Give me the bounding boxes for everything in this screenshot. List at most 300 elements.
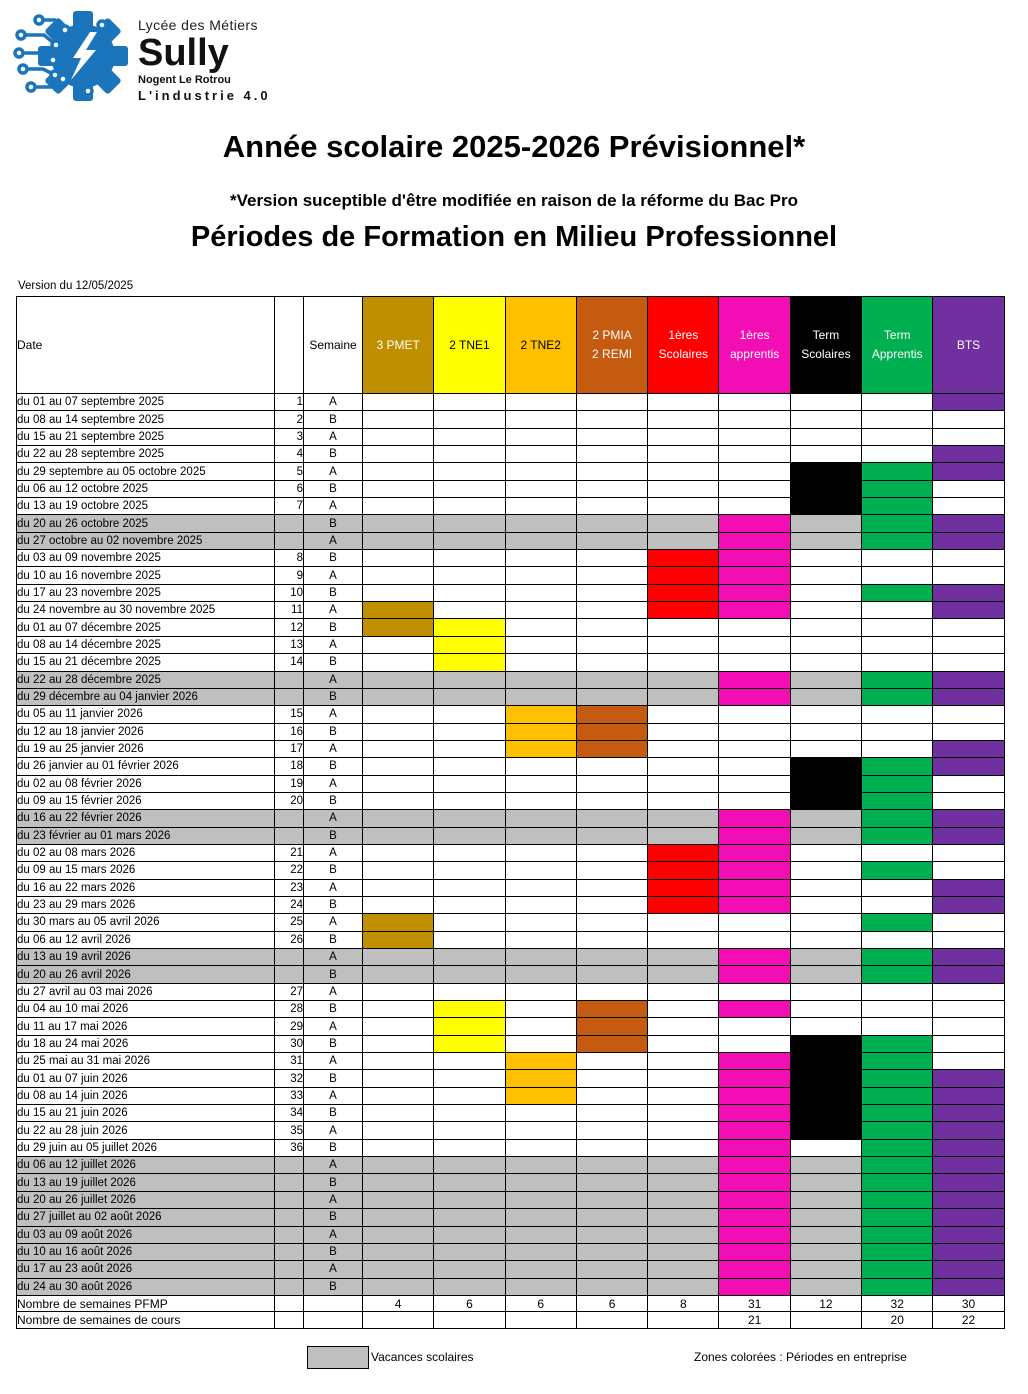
period-cell-2-tne1 [434, 1278, 505, 1295]
period-cell-1eres-scolaires [648, 671, 719, 688]
period-cell-3-pmet [363, 879, 434, 896]
period-cell-3-pmet [363, 723, 434, 740]
period-cell-2-pmia-2-remi [576, 411, 647, 428]
period-cell-bts [933, 966, 1004, 983]
period-cell-term-apprentis [862, 550, 933, 567]
period-cell-2-tne2 [505, 1018, 576, 1035]
week-row [17, 1278, 1005, 1295]
period-cell-1eres-apprentis [719, 671, 790, 688]
period-cell-2-pmia-2-remi [576, 550, 647, 567]
period-cell-2-tne1 [434, 1157, 505, 1174]
period-cell-2-pmia-2-remi [576, 1053, 647, 1070]
period-cell-term-apprentis [862, 1243, 933, 1260]
period-cell-1eres-apprentis [719, 862, 790, 879]
period-cell-bts [933, 619, 1004, 636]
period-cell-1eres-apprentis [719, 463, 790, 480]
period-cell-term-apprentis [862, 931, 933, 948]
date-cell: du 08 au 14 décembre 2025 [17, 636, 275, 653]
period-cell-term-apprentis [862, 723, 933, 740]
period-cell-2-pmia-2-remi [576, 844, 647, 861]
period-cell-2-tne1 [434, 827, 505, 844]
period-cell-2-tne2 [505, 896, 576, 913]
period-cell-2-pmia-2-remi [576, 446, 647, 463]
period-cell-bts [933, 792, 1004, 809]
period-cell-1eres-apprentis [719, 584, 790, 601]
period-cell-2-tne1 [434, 619, 505, 636]
period-cell-1eres-scolaires [648, 1087, 719, 1104]
week-row [17, 775, 1005, 792]
period-cell-2-pmia-2-remi [576, 706, 647, 723]
week-number-cell: 3 [275, 428, 304, 445]
period-cell-term-scolaires [790, 1174, 861, 1191]
period-cell-2-tne1 [434, 740, 505, 757]
date-cell: du 15 au 21 décembre 2025 [17, 654, 275, 671]
semaine-cell: B [304, 619, 363, 636]
period-cell-bts [933, 584, 1004, 601]
period-cell-1eres-scolaires [648, 463, 719, 480]
week-row [17, 498, 1005, 515]
period-cell-term-scolaires [790, 879, 861, 896]
date-cell: du 13 au 19 avril 2026 [17, 949, 275, 966]
period-cell-1eres-apprentis [719, 827, 790, 844]
period-cell-2-tne2 [505, 446, 576, 463]
col-header-line: 2 TNE2 [520, 337, 561, 352]
period-cell-1eres-apprentis [719, 1261, 790, 1278]
period-cell-2-tne1 [434, 1261, 505, 1278]
period-cell-term-apprentis [862, 1087, 933, 1104]
period-cell-term-apprentis [862, 498, 933, 515]
week-row [17, 1105, 1005, 1122]
date-cell: du 03 au 09 novembre 2025 [17, 550, 275, 567]
week-number-cell: 36 [275, 1139, 304, 1156]
page-subtitle: *Version suceptible d'être modifiée en raison de la réforme du Bac Pro [229, 191, 799, 210]
period-cell-2-pmia-2-remi [576, 896, 647, 913]
period-cell-term-scolaires [790, 914, 861, 931]
week-number-cell: 23 [275, 879, 304, 896]
week-number-cell [275, 515, 304, 532]
page-title: Année scolaire 2025-2026 Prévisionnel* [222, 129, 806, 164]
period-cell-2-pmia-2-remi [576, 1157, 647, 1174]
semaine-cell: A [304, 983, 363, 1000]
date-cell: du 08 au 14 juin 2026 [17, 1087, 275, 1104]
period-cell-term-scolaires [790, 532, 861, 549]
totals-row [17, 1312, 1005, 1329]
period-cell-term-apprentis [862, 792, 933, 809]
period-cell-3-pmet [363, 1105, 434, 1122]
period-cell-2-tne2 [505, 931, 576, 948]
period-cell-1eres-scolaires [648, 706, 719, 723]
period-cell-2-pmia-2-remi [576, 1035, 647, 1052]
period-cell-2-tne2 [505, 636, 576, 653]
totals-value-1eres-scolaires [648, 1312, 719, 1329]
period-cell-1eres-apprentis [719, 1001, 790, 1018]
date-cell: du 16 au 22 mars 2026 [17, 879, 275, 896]
period-cell-2-tne1 [434, 1018, 505, 1035]
totals-label-cell: Nombre de semaines PFMP [17, 1295, 275, 1312]
period-cell-2-tne2 [505, 758, 576, 775]
period-cell-2-tne1 [434, 931, 505, 948]
period-cell-bts [933, 862, 1004, 879]
period-cell-2-pmia-2-remi [576, 394, 647, 411]
col-header-term-scolaires [790, 297, 861, 394]
semaine-cell: B [304, 480, 363, 497]
period-cell-2-pmia-2-remi [576, 931, 647, 948]
semaine-cell: B [304, 1035, 363, 1052]
period-cell-2-pmia-2-remi [576, 1261, 647, 1278]
period-cell-2-pmia-2-remi [576, 688, 647, 705]
period-cell-term-scolaires [790, 896, 861, 913]
week-number-cell: 35 [275, 1122, 304, 1139]
period-cell-2-tne2 [505, 688, 576, 705]
period-cell-bts [933, 758, 1004, 775]
period-cell-2-pmia-2-remi [576, 758, 647, 775]
period-cell-term-apprentis [862, 1001, 933, 1018]
period-cell-term-apprentis [862, 844, 933, 861]
period-cell-term-scolaires [790, 1070, 861, 1087]
week-number-cell [275, 1191, 304, 1208]
col-header-2-pmia-2-remi [576, 297, 647, 394]
period-cell-2-tne1 [434, 446, 505, 463]
period-cell-2-pmia-2-remi [576, 1087, 647, 1104]
period-cell-3-pmet [363, 1226, 434, 1243]
period-cell-1eres-scolaires [648, 498, 719, 515]
period-cell-term-scolaires [790, 827, 861, 844]
period-cell-2-tne1 [434, 654, 505, 671]
period-cell-3-pmet [363, 931, 434, 948]
period-cell-1eres-apprentis [719, 966, 790, 983]
zones-colorees-label: Zones colorées : Périodes en entreprise [694, 1350, 907, 1364]
col-header-line: 1ères [739, 328, 770, 343]
period-cell-bts [933, 1261, 1004, 1278]
period-cell-bts [933, 879, 1004, 896]
period-cell-2-pmia-2-remi [576, 1191, 647, 1208]
period-cell-3-pmet [363, 428, 434, 445]
version-label: Version du 12/05/2025 [18, 280, 134, 292]
period-cell-1eres-scolaires [648, 758, 719, 775]
week-number-cell [275, 671, 304, 688]
week-row [17, 931, 1005, 948]
period-cell-term-scolaires [790, 515, 861, 532]
period-cell-2-tne1 [434, 706, 505, 723]
period-cell-1eres-apprentis [719, 879, 790, 896]
period-cell-term-scolaires [790, 584, 861, 601]
period-cell-2-tne2 [505, 1157, 576, 1174]
period-cell-2-pmia-2-remi [576, 723, 647, 740]
week-row [17, 740, 1005, 757]
week-number-cell: 19 [275, 775, 304, 792]
week-number-cell: 8 [275, 550, 304, 567]
period-cell-term-scolaires [790, 1278, 861, 1295]
period-cell-2-pmia-2-remi [576, 879, 647, 896]
col-header-line: 2 REMI [592, 347, 633, 361]
week-row [17, 966, 1005, 983]
period-cell-term-scolaires [790, 966, 861, 983]
date-cell: du 06 au 12 avril 2026 [17, 931, 275, 948]
date-cell: du 29 septembre au 05 octobre 2025 [17, 463, 275, 480]
period-cell-bts [933, 723, 1004, 740]
week-number-cell: 25 [275, 914, 304, 931]
period-cell-2-tne2 [505, 827, 576, 844]
period-cell-bts [933, 1105, 1004, 1122]
col-header-semaine: Semaine [304, 297, 363, 394]
semaine-cell: B [304, 654, 363, 671]
date-cell: du 01 au 07 septembre 2025 [17, 394, 275, 411]
period-cell-2-pmia-2-remi [576, 1243, 647, 1260]
period-cell-1eres-scolaires [648, 896, 719, 913]
period-cell-2-tne2 [505, 463, 576, 480]
period-cell-bts [933, 914, 1004, 931]
period-cell-3-pmet [363, 740, 434, 757]
period-cell-2-tne1 [434, 671, 505, 688]
period-cell-1eres-scolaires [648, 1018, 719, 1035]
period-cell-term-apprentis [862, 914, 933, 931]
col-header-line: Scolaires [801, 347, 851, 361]
week-number-cell: 29 [275, 1018, 304, 1035]
period-cell-2-pmia-2-remi [576, 792, 647, 809]
period-cell-bts [933, 1174, 1004, 1191]
col-header-line: Apprentis [871, 347, 923, 361]
week-row [17, 394, 1005, 411]
period-cell-term-apprentis [862, 879, 933, 896]
pfmp-calendar-table [16, 296, 1005, 1329]
period-cell-1eres-apprentis [719, 1278, 790, 1295]
period-cell-bts [933, 983, 1004, 1000]
col-header-bts [933, 297, 1004, 394]
period-cell-2-tne2 [505, 1105, 576, 1122]
period-cell-3-pmet [363, 619, 434, 636]
period-cell-1eres-apprentis [719, 1243, 790, 1260]
date-cell: du 17 au 23 novembre 2025 [17, 584, 275, 601]
period-cell-bts [933, 949, 1004, 966]
period-cell-term-scolaires [790, 723, 861, 740]
semaine-cell: B [304, 1243, 363, 1260]
semaine-cell: B [304, 862, 363, 879]
col-header-2-tne2 [505, 297, 576, 394]
logo-school-name: Sully [138, 32, 229, 74]
totals-value-bts: 22 [933, 1312, 1004, 1329]
week-row [17, 1209, 1005, 1226]
period-cell-bts [933, 1191, 1004, 1208]
gear-circuit-logo-icon [10, 4, 136, 108]
period-cell-1eres-apprentis [719, 723, 790, 740]
date-cell: du 02 au 08 février 2026 [17, 775, 275, 792]
week-number-cell [275, 810, 304, 827]
week-row [17, 428, 1005, 445]
date-cell: du 04 au 10 mai 2026 [17, 1001, 275, 1018]
period-cell-2-tne2 [505, 1070, 576, 1087]
period-cell-term-scolaires [790, 1122, 861, 1139]
week-row [17, 654, 1005, 671]
col-header-week [275, 297, 304, 394]
period-cell-3-pmet [363, 463, 434, 480]
period-cell-1eres-apprentis [719, 1174, 790, 1191]
period-cell-1eres-apprentis [719, 619, 790, 636]
period-cell-1eres-apprentis [719, 810, 790, 827]
period-cell-2-tne2 [505, 654, 576, 671]
week-number-cell: 21 [275, 844, 304, 861]
period-cell-1eres-scolaires [648, 446, 719, 463]
date-cell: du 25 mai au 31 mai 2026 [17, 1053, 275, 1070]
period-cell-1eres-scolaires [648, 1157, 719, 1174]
period-cell-2-pmia-2-remi [576, 1122, 647, 1139]
semaine-cell: B [304, 584, 363, 601]
semaine-cell: A [304, 463, 363, 480]
period-cell-term-scolaires [790, 862, 861, 879]
week-number-cell: 26 [275, 931, 304, 948]
logo-city: Nogent Le Rotrou [138, 74, 231, 86]
period-cell-3-pmet [363, 1261, 434, 1278]
period-cell-1eres-apprentis [719, 844, 790, 861]
totals-value-3-pmet [363, 1312, 434, 1329]
period-cell-2-pmia-2-remi [576, 671, 647, 688]
period-cell-1eres-scolaires [648, 949, 719, 966]
period-cell-1eres-apprentis [719, 411, 790, 428]
period-cell-2-tne2 [505, 1122, 576, 1139]
period-cell-3-pmet [363, 567, 434, 584]
date-cell: du 12 au 18 janvier 2026 [17, 723, 275, 740]
period-cell-bts [933, 1053, 1004, 1070]
period-cell-2-pmia-2-remi [576, 498, 647, 515]
week-number-cell [275, 1278, 304, 1295]
period-cell-bts [933, 498, 1004, 515]
period-cell-3-pmet [363, 914, 434, 931]
period-cell-2-pmia-2-remi [576, 983, 647, 1000]
period-cell-2-tne1 [434, 949, 505, 966]
period-cell-1eres-scolaires [648, 688, 719, 705]
week-row [17, 706, 1005, 723]
semaine-cell: A [304, 844, 363, 861]
semaine-cell: A [304, 740, 363, 757]
period-cell-2-tne1 [434, 1070, 505, 1087]
date-cell: du 19 au 25 janvier 2026 [17, 740, 275, 757]
period-cell-3-pmet [363, 1139, 434, 1156]
period-cell-2-tne1 [434, 723, 505, 740]
totals-value-2-pmia-2-remi: 6 [576, 1295, 647, 1312]
semaine-cell: A [304, 1018, 363, 1035]
week-row [17, 1087, 1005, 1104]
period-cell-term-apprentis [862, 949, 933, 966]
period-cell-1eres-scolaires [648, 1122, 719, 1139]
period-cell-term-scolaires [790, 636, 861, 653]
period-cell-2-pmia-2-remi [576, 1105, 647, 1122]
date-cell: du 23 au 29 mars 2026 [17, 896, 275, 913]
period-cell-1eres-apprentis [719, 775, 790, 792]
vacances-legend-label: Vacances scolaires [371, 1350, 474, 1364]
period-cell-bts [933, 411, 1004, 428]
period-cell-2-pmia-2-remi [576, 1278, 647, 1295]
col-header-line: 1ères [668, 328, 699, 343]
totals-value-bts: 30 [933, 1295, 1004, 1312]
period-cell-term-scolaires [790, 411, 861, 428]
period-cell-3-pmet [363, 446, 434, 463]
period-cell-1eres-scolaires [648, 584, 719, 601]
week-number-cell: 32 [275, 1070, 304, 1087]
date-cell: du 20 au 26 octobre 2025 [17, 515, 275, 532]
period-cell-3-pmet [363, 636, 434, 653]
period-cell-term-scolaires [790, 1243, 861, 1260]
period-cell-term-scolaires [790, 1157, 861, 1174]
period-cell-term-apprentis [862, 1278, 933, 1295]
week-row [17, 1157, 1005, 1174]
week-number-cell: 1 [275, 394, 304, 411]
period-cell-2-tne2 [505, 1174, 576, 1191]
period-cell-3-pmet [363, 1122, 434, 1139]
week-number-cell: 31 [275, 1053, 304, 1070]
period-cell-term-scolaires [790, 428, 861, 445]
week-number-cell: 20 [275, 792, 304, 809]
period-cell-1eres-scolaires [648, 1209, 719, 1226]
week-number-cell: 27 [275, 983, 304, 1000]
period-cell-2-tne1 [434, 966, 505, 983]
period-cell-3-pmet [363, 671, 434, 688]
period-cell-2-tne2 [505, 584, 576, 601]
period-cell-term-apprentis [862, 515, 933, 532]
totals-value-2-tne1 [434, 1312, 505, 1329]
period-cell-2-pmia-2-remi [576, 1018, 647, 1035]
totals-value-term-apprentis: 20 [862, 1312, 933, 1329]
period-cell-bts [933, 463, 1004, 480]
date-cell: du 17 au 23 août 2026 [17, 1261, 275, 1278]
period-cell-2-pmia-2-remi [576, 1139, 647, 1156]
period-cell-3-pmet [363, 1001, 434, 1018]
week-row [17, 1018, 1005, 1035]
week-row [17, 1261, 1005, 1278]
semaine-cell: A [304, 706, 363, 723]
week-row [17, 862, 1005, 879]
period-cell-2-tne1 [434, 532, 505, 549]
date-cell: du 08 au 14 septembre 2025 [17, 411, 275, 428]
period-cell-2-tne1 [434, 480, 505, 497]
period-cell-term-scolaires [790, 480, 861, 497]
period-cell-bts [933, 706, 1004, 723]
period-cell-1eres-apprentis [719, 515, 790, 532]
period-cell-3-pmet [363, 775, 434, 792]
period-cell-3-pmet [363, 983, 434, 1000]
period-cell-2-pmia-2-remi [576, 1226, 647, 1243]
period-cell-1eres-scolaires [648, 723, 719, 740]
totals-value-1eres-apprentis: 21 [719, 1312, 790, 1329]
period-cell-term-apprentis [862, 966, 933, 983]
date-cell: du 29 juin au 05 juillet 2026 [17, 1139, 275, 1156]
period-cell-term-scolaires [790, 619, 861, 636]
semaine-cell: A [304, 428, 363, 445]
period-cell-1eres-apprentis [719, 1209, 790, 1226]
week-row [17, 1122, 1005, 1139]
week-number-cell [275, 1174, 304, 1191]
week-row [17, 810, 1005, 827]
period-cell-1eres-apprentis [719, 550, 790, 567]
period-cell-1eres-scolaires [648, 619, 719, 636]
period-cell-term-scolaires [790, 463, 861, 480]
period-cell-bts [933, 1070, 1004, 1087]
period-cell-2-tne1 [434, 550, 505, 567]
period-cell-2-tne1 [434, 879, 505, 896]
period-cell-3-pmet [363, 896, 434, 913]
week-number-cell: 33 [275, 1087, 304, 1104]
period-cell-1eres-apprentis [719, 602, 790, 619]
semaine-cell: A [304, 602, 363, 619]
period-cell-3-pmet [363, 1087, 434, 1104]
week-row [17, 844, 1005, 861]
period-cell-1eres-scolaires [648, 1226, 719, 1243]
period-cell-bts [933, 1243, 1004, 1260]
period-cell-1eres-scolaires [648, 1243, 719, 1260]
week-row [17, 792, 1005, 809]
period-cell-term-scolaires [790, 1209, 861, 1226]
week-number-cell [275, 1261, 304, 1278]
period-cell-term-apprentis [862, 636, 933, 653]
week-row [17, 1191, 1005, 1208]
